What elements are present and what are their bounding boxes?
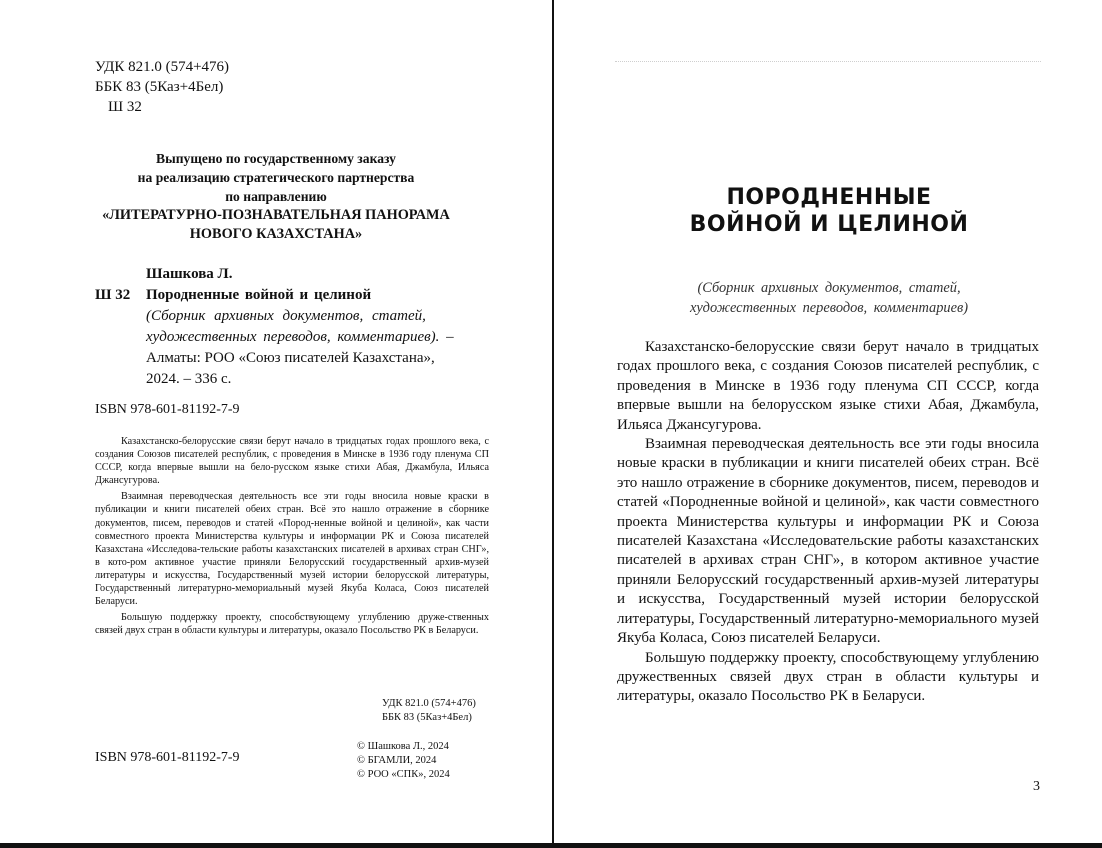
bib-line: Алматы: РОО «Союз писателей Казахстана», [146, 350, 435, 366]
bib-line: (Сборник архивных документов, статей, [146, 308, 426, 324]
udk-code: УДК 821.0 (574+476) [95, 59, 230, 75]
book-title: Породненные войной и целиной [146, 287, 372, 303]
annotation-paragraph: Взаимная переводческая деятельность все эти годы вносила новые краски в публикации и книги писателей обеих стран. Всё это нашло отражение в сборнике документов, писем, переводов и статей «Пород-ненные войной и целиной», как части совместного проекта Министерства культуры и информации РК и Союза писателей Казахстана «Исследова-тельские работы казахстанских писателей в архивах стран СНГ», в кото-ром активное участие приняли Белорусский государственный архив-музей литературы и искусства, Государственный музей истории белорусской литературы, Государственный литературно-мемориальный музей Якуба Коласа, Союз писателей Беларуси. [95, 491, 489, 608]
body-paragraph: Взаимная переводческая деятельность все эти годы вносила новые краски в публикации и книги писателей обеих стран. Всё это нашло отражение в сборнике документов, писем, переводов и статей «Породненные войной и целиной», как части совместного проекта Министерства культуры и информации РК и Союза писателей Казахстана «Исследовательские работы казахстанских писателей в архивах стран СНГ», в котором активное участие приняли Белорусский государственный архив-музей литературы и искусства, Государственный музей истории белорусской литературы, Государственный литературно-мемориального музей Якуба Коласа, Союз писателей Беларуси. [617, 436, 1039, 647]
commission-line: НОВОГО КАЗАХСТАНА» [189, 226, 363, 242]
main-title-line: ВОЙНОЙ И ЦЕЛИНОЙ [689, 212, 969, 237]
copyright-block [357, 740, 450, 782]
bbk-code: ББК 83 (5Каз+4Бел) [95, 79, 224, 95]
commission-line: Выпущено по государственному заказу [156, 151, 396, 166]
copyright-line: © РОО «СПК», 2024 [357, 769, 450, 780]
page-number: 3 [1033, 779, 1040, 794]
isbn-bottom: ISBN 978-601-81192-7-9 [95, 750, 240, 765]
udk-code-small: УДК 821.0 (574+476) [382, 698, 476, 709]
bbk-code-small: ББК 83 (5Каз+4Бел) [382, 712, 472, 723]
catalog-codes [95, 57, 229, 117]
annotation [95, 435, 489, 640]
subtitle-line: художественных переводов, комментариев) [689, 300, 969, 316]
annotation-paragraph: Казахстанско-белорусские связи берут начало в тридцатых годах прошлого века, с создания Союзов писателей республик, с проведения в Минске в 1936 году пленума СП СССР, когда впервые вышли на бело-русском языке стихи Абая, Джамбула, Ильяса Джансугурова. [95, 436, 489, 487]
left-page [0, 0, 552, 843]
bib-line: 2024. – 336 с. [146, 371, 232, 387]
main-title-line: ПОРОДНЕННЫЕ [726, 185, 932, 210]
main-title [594, 184, 1064, 238]
isbn: ISBN 978-601-81192-7-9 [95, 402, 240, 417]
body-text [617, 338, 1039, 707]
dotted-divider [615, 61, 1041, 62]
bib-cipher: Ш 32 [95, 287, 131, 303]
copyright-line: © Шашкова Л., 2024 [357, 741, 449, 752]
commission-line: на реализацию стратегического партнерства [137, 170, 415, 185]
commission-statement [60, 149, 492, 244]
body-paragraph: Казахстанско-белорусские связи берут начало в тридцатых годах прошлого века, с создания Союзов писателей республик, с проведения в Минске в 1936 году пленума СП СССР, когда впервые вышли на белорусском языке стихи Абая, Джамбула, Ильяса Джансугурова. [617, 339, 1039, 433]
bibliographic-record [146, 306, 454, 390]
author-mark: Ш 32 [108, 99, 142, 115]
body-paragraph: Большую поддержку проекту, способствующему углублению дружественных связей двух стран в области культуры и литературы, оказало Посольство РК в Беларуси. [617, 649, 1039, 705]
catalog-codes-small [382, 697, 476, 725]
author-name: Шашкова Л. [146, 266, 233, 282]
right-page [554, 0, 1102, 843]
annotation-paragraph: Большую поддержку проекту, способствующему углублению друже-ственных связей двух стран в области культуры и литературы, оказало Посольство РК в Беларуси. [95, 612, 489, 637]
bib-line: художественных переводов, комментариев). – [146, 329, 454, 345]
subtitle-line: (Сборник архивных документов, статей, [697, 280, 961, 296]
commission-line: «ЛИТЕРАТУРНО-ПОЗНАВАТЕЛЬНАЯ ПАНОРАМА [102, 207, 450, 223]
commission-line: по направлению [225, 189, 327, 204]
subtitle [594, 278, 1064, 318]
copyright-line: © БГАМЛИ, 2024 [357, 755, 437, 766]
